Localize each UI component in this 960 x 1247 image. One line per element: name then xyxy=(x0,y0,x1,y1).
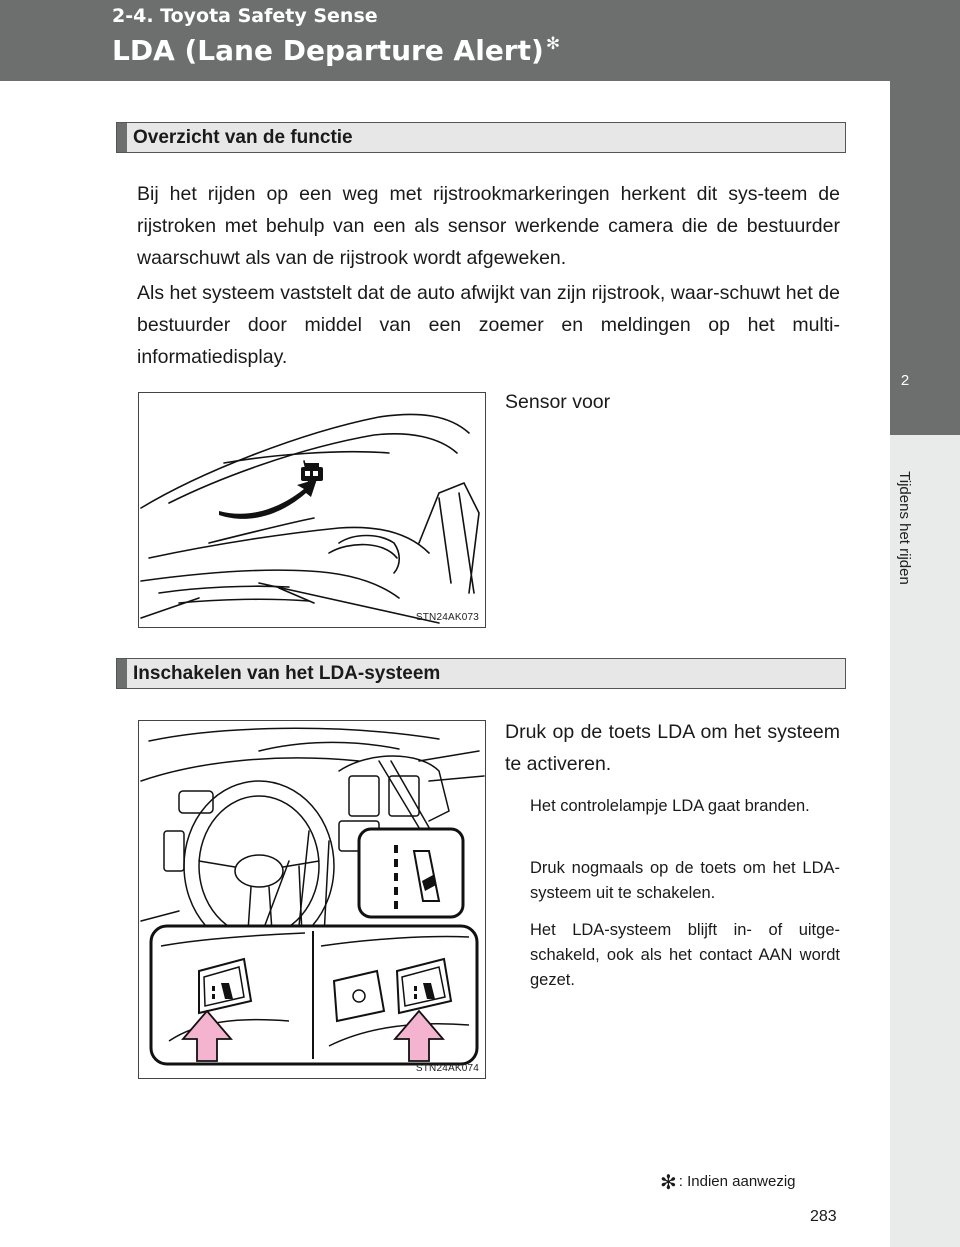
section-label: 2-4. Toyota Safety Sense xyxy=(112,5,378,27)
windshield-sensor-figure xyxy=(138,392,486,628)
section-heading-activation xyxy=(116,658,846,689)
figure-caption: Sensor voor xyxy=(505,391,611,413)
note-item: Druk nogmaals op de toets om het LDA-systeem uit te schakelen. xyxy=(530,859,840,902)
note-item: Het LDA-systeem blijft in- of uitge-schakeld, ook als het contact AAN wordt gezet. xyxy=(530,921,840,989)
chapter-number: 2 xyxy=(900,372,910,389)
page-title-text: LDA (Lane Departure Alert) xyxy=(112,34,544,67)
side-band-top xyxy=(890,81,960,343)
windshield-illustration xyxy=(139,393,486,628)
footnote-marker: ✻ xyxy=(660,1172,677,1194)
title-marker: ✻ xyxy=(545,34,561,54)
section-heading-text: Inschakelen van het LDA-systeem xyxy=(133,663,441,684)
lda-switch-figure xyxy=(138,720,486,1079)
activation-instruction: Druk op de toets LDA om het systeem te activeren. xyxy=(505,721,840,775)
dashboard-illustration xyxy=(139,721,486,1079)
chapter-label: Tijdens het rijden xyxy=(896,471,913,585)
figure-code: STN24AK073 xyxy=(415,612,479,623)
note-item: Het controlelampje LDA gaat branden. xyxy=(530,797,810,815)
chapter-tab xyxy=(890,343,960,435)
figure-code: STN24AK074 xyxy=(415,1063,479,1074)
overview-paragraph-2: Als het systeem vaststelt dat de auto afwijkt van zijn rijstrook, waar-schuwt het de bestuurder door middel van een zoemer en meldingen op het multi-informatiedisplay. xyxy=(137,282,840,368)
page-title xyxy=(112,34,560,67)
overview-paragraph-1: Bij het rijden op een weg met rijstrookmarkeringen herkent dit sys-teem de rijstroken met behulp van een als sensor werkende camera die de bestuurder waarschuwt als van de rijstrook wordt afgeweken. xyxy=(137,183,840,269)
section-heading-overview xyxy=(116,122,846,153)
page-number: 283 xyxy=(810,1208,837,1225)
footnote-text: : Indien aanwezig xyxy=(678,1173,796,1190)
footnote xyxy=(660,1170,796,1195)
section-heading-text: Overzicht van de functie xyxy=(133,127,353,148)
